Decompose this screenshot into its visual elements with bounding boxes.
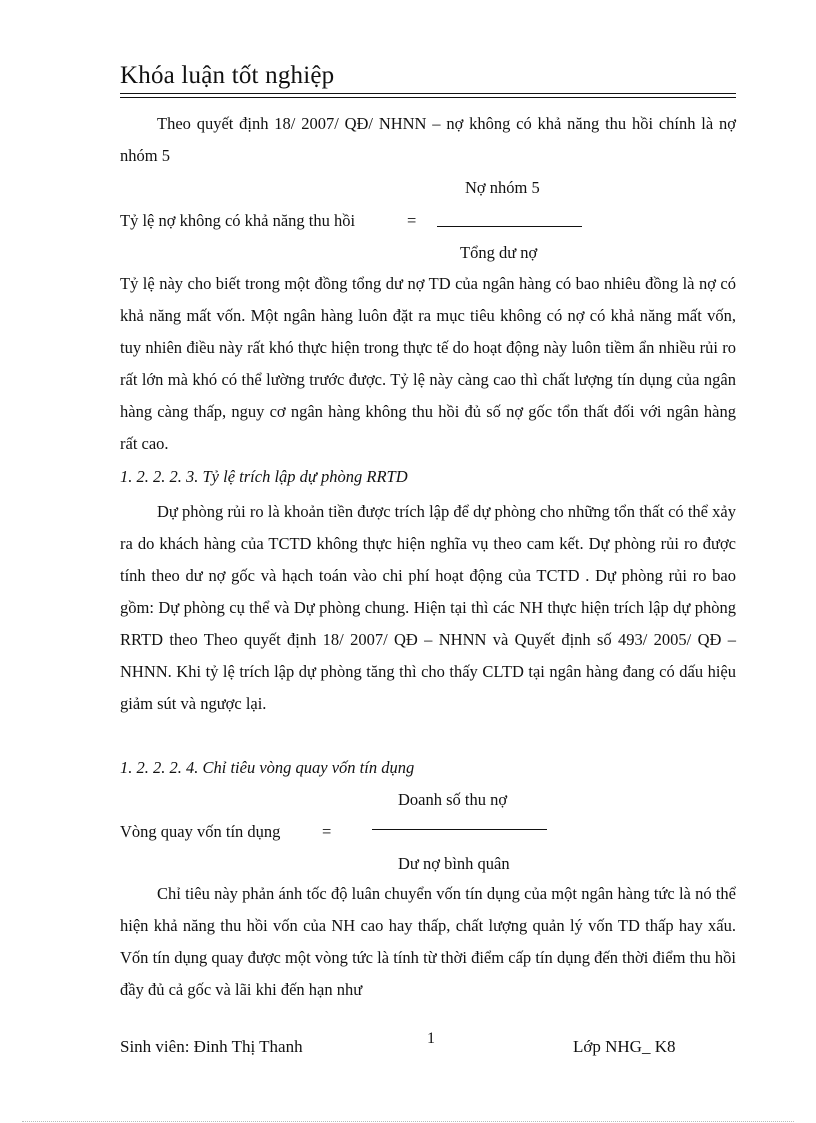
section-heading-1-2-2-2-4: 1. 2. 2. 2. 4. Chỉ tiêu vòng quay vốn tín dụng [120, 758, 415, 777]
formula1-numerator: Nợ nhóm 5 [465, 178, 540, 197]
paragraph-3: Chỉ tiêu này phản ánh tốc độ luân chuyển vốn tín dụng của một ngân hàng tức là nó thể hiện khả năng thu hồi vốn của NH cao hay thấp, chất lượng quản lý vốn TD thấp hay xấu. Vốn tín dụng quay được một vòng tức là tính từ thời điểm cấp tín dụng đến thời điểm thu hồi đầy đủ cả gốc và lãi khi đến hạn như [120, 884, 736, 999]
footer-page-number: 1 [427, 1030, 435, 1047]
page-bottom-dotted-border [22, 1121, 794, 1122]
footer-class: Lớp NHG_ K8 [573, 1037, 676, 1056]
formula1-denominator: Tổng dư nợ [460, 243, 538, 262]
section-heading-1-2-2-2-3: 1. 2. 2. 2. 3. Tỷ lệ trích lập dự phòng RRTD [120, 467, 408, 486]
footer-student-name: Sinh viên: Đinh Thị Thanh [120, 1037, 303, 1056]
formula2-equals: = [322, 822, 332, 841]
intro-paragraph: Theo quyết định 18/ 2007/ QĐ/ NHNN – nợ không có khả năng thu hồi chính là nợ nhóm 5 [120, 114, 736, 165]
page-header-title: Khóa luận tốt nghiệp [120, 62, 335, 89]
formula2-fraction-bar [372, 829, 547, 830]
formula1-fraction-bar [437, 226, 582, 227]
paragraph-1: Tỷ lệ này cho biết trong một đồng tổng dư nợ TD của ngân hàng có bao nhiêu đồng là nợ có khả năng mất vốn. Một ngân hàng luôn đặt ra mục tiêu không có nợ có khả năng mất vốn, tuy nhiên điều này rất khó thực hiện trong thực tế do hoạt động này luôn tiềm ẩn nhiều rủi ro rất lớn mà khó có thể lường trước được. Tỷ lệ này càng cao thì chất lượng tín dụng của ngân hàng càng thấp, nguy cơ ngân hàng không thu hồi đủ số nợ gốc tổn thất đối với ngân hàng rất cao. [120, 274, 736, 453]
formula1-label: Tỷ lệ nợ không có khả năng thu hồi [120, 211, 356, 230]
header-rule-bottom [120, 97, 736, 98]
formula2-label: Vòng quay vốn tín dụng [120, 822, 281, 841]
header-rule-top [120, 93, 736, 94]
formula2-numerator: Doanh số thu nợ [398, 790, 508, 809]
paragraph-1-block [120, 268, 736, 460]
intro-block [120, 108, 736, 172]
formula1-equals: = [407, 211, 417, 230]
paragraph-3-block [120, 878, 736, 1006]
paragraph-2-block [120, 496, 736, 720]
paragraph-2: Dự phòng rủi ro là khoản tiền được trích lập để dự phòng cho những tổn thất có thể xảy ra do khách hàng của TCTD không thực hiện nghĩa vụ theo cam kết. Dự phòng rủi ro được tính theo dư nợ gốc và hạch toán vào chi phí hoạt động của TCTD . Dự phòng rủi ro bao gồm: Dự phòng cụ thể và Dự phòng chung. Hiện tại thì các NH thực hiện trích lập dự phòng RRTD theo Theo quyết định 18/ 2007/ QĐ – NHNN và Quyết định số 493/ 2005/ QĐ – NHNN. Khi tỷ lệ trích lập dự phòng tăng thì cho thấy CLTD tại ngân hàng đang có dấu hiệu giảm sút và ngược lại. [120, 502, 736, 713]
formula2-denominator: Dư nợ bình quân [398, 854, 510, 873]
